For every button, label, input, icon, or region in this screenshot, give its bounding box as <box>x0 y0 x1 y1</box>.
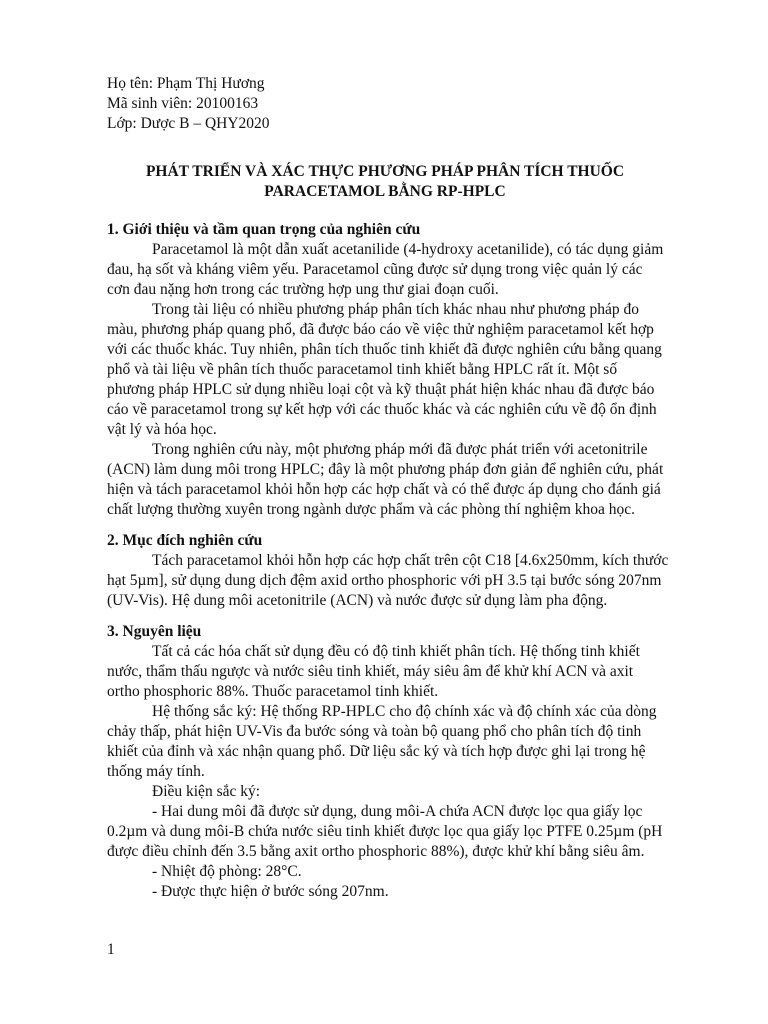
paragraph-line: Paracetamol là một dẫn xuất acetanilide (4-hydroxy acetanilide), có tác dụng giảm <box>152 241 664 258</box>
paragraph <box>107 642 663 702</box>
paragraph-line: Tất cả các hóa chất sử dụng đều có độ tinh khiết phân tích. Hệ thống tinh khiết <box>152 643 640 660</box>
title-line-2: PARACETAMOL BẰNG RP-HPLC <box>264 183 506 200</box>
document-page <box>107 74 669 902</box>
document-title <box>107 162 663 202</box>
paragraph-line: - Được thực hiện ở bước sóng 207nm. <box>152 883 389 900</box>
paragraph <box>107 551 669 611</box>
section-heading-introduction: 1. Giới thiệu và tầm quan trọng của nghiên cứu <box>107 221 421 238</box>
paragraph-line: - Hai dung môi đã được sử dụng, dung môi-A chứa ACN được lọc qua giấy lọc <box>152 803 643 820</box>
paragraph-line: phương pháp HPLC sử dụng nhiều loại cột và kỹ thuật phát hiện khác nhau đã được báo <box>107 381 655 398</box>
paragraph-line: cơn đau nặng hơn trong các trường hợp ung thư giai đoạn cuối. <box>107 281 499 298</box>
paragraph-line: chảy thấp, phát hiện UV-Vis đa bước sóng và toàn bộ quang phổ cho phân tích độ tinh <box>107 723 642 740</box>
paragraph-line: Điều kiện sắc ký: <box>152 783 261 800</box>
paragraph <box>107 882 663 902</box>
paragraph <box>107 862 663 882</box>
paragraph-line: (ACN) làm dung môi trong HPLC; đây là một phương pháp đơn giản để nghiên cứu, phát <box>107 461 664 478</box>
paragraph-line: chất lượng thường xuyên trong ngành dược phẩm và các phòng thí nghiệm khoa học. <box>107 501 636 518</box>
paragraph-line: (UV-Vis). Hệ dung môi acetonitrile (ACN) và nước được sử dụng làm pha động. <box>107 592 608 609</box>
paragraph <box>107 440 663 520</box>
paragraph-line: Trong nghiên cứu này, một phương pháp mới đã được phát triển với acetonitrile <box>152 441 648 458</box>
student-class: Lớp: Dược B – QHY2020 <box>107 115 270 132</box>
paragraph-line: khiết của đỉnh và xác nhận quang phổ. Dữ liệu sắc ký và tích hợp được ghi lại trong hệ <box>107 743 646 760</box>
paragraph <box>107 240 663 300</box>
paragraph-line: cáo về paracetamol trong sự kết hợp với các thuốc khác và các nghiên cứu về độ ổn định <box>107 401 657 418</box>
paragraph-line: Hệ thống sắc ký: Hệ thống RP-HPLC cho độ chính xác và độ chính xác của dòng <box>152 703 657 720</box>
paragraph-line: hiện và tách paracetamol khỏi hỗn hợp các hợp chất và có thể được áp dụng cho đánh giá <box>107 481 661 498</box>
paragraph <box>107 782 663 802</box>
section-heading-materials: 3. Nguyên liệu <box>107 623 202 640</box>
title-line-1: PHÁT TRIỂN VÀ XÁC THỰC PHƯƠNG PHÁP PHÂN TÍCH THUỐC <box>145 163 625 180</box>
paragraph-line: ortho phosphoric 88%. Thuốc paracetamol tinh khiết. <box>107 683 439 700</box>
student-name: Họ tên: Phạm Thị Hương <box>107 75 265 92</box>
paragraph-line: màu, phương pháp quang phổ, đã được báo cáo về việc thử nghiệm paracetamol kết hợp <box>107 321 654 338</box>
paragraph-line: nước, thẩm thấu ngược và nước siêu tinh khiết, máy siêu âm để khử khí ACN và axit <box>107 663 634 680</box>
paragraph-line: phổ và tài liệu về phân tích thuốc paracetamol tinh khiết bằng HPLC rất ít. Một số <box>107 361 618 378</box>
section-heading-objective: 2. Mục đích nghiên cứu <box>107 532 263 549</box>
paragraph-line: thống máy tính. <box>107 763 205 780</box>
paragraph-line: được điều chỉnh đến 3.5 bằng axit ortho phosphoric 88%), được khử khí bằng siêu âm. <box>107 843 645 860</box>
paragraph-line: Trong tài liệu có nhiều phương pháp phân tích khác nhau như phương pháp đo <box>152 301 640 318</box>
paragraph <box>107 802 663 862</box>
paragraph-line: 0.2µm và dung môi-B chứa nước siêu tinh khiết được lọc qua giấy lọc PTFE 0.25µm (pH <box>107 823 663 840</box>
paragraph-line: đau, hạ sốt và kháng viêm yếu. Paracetamol cũng được sử dụng trong việc quản lý các <box>107 261 643 278</box>
paragraph <box>107 300 663 440</box>
student-info <box>107 74 663 134</box>
paragraph-line: với các thuốc khác. Tuy nhiên, phân tích thuốc tinh khiết đã được nghiên cứu bằng quang <box>107 341 662 358</box>
page-number: 1 <box>107 941 115 958</box>
paragraph-line: vật lý và hóa học. <box>107 421 217 438</box>
paragraph-line: Tách paracetamol khỏi hỗn hợp các hợp chất trên cột C18 [4.6x250mm, kích thước <box>152 552 669 569</box>
student-id: Mã sinh viên: 20100163 <box>107 95 259 112</box>
paragraph-line: hạt 5µm], sử dụng dung dịch đệm axid ortho phosphoric với pH 3.5 tại bước sóng 207nm <box>107 572 662 589</box>
paragraph <box>107 702 663 782</box>
paragraph-line: - Nhiệt độ phòng: 28°C. <box>152 863 302 880</box>
